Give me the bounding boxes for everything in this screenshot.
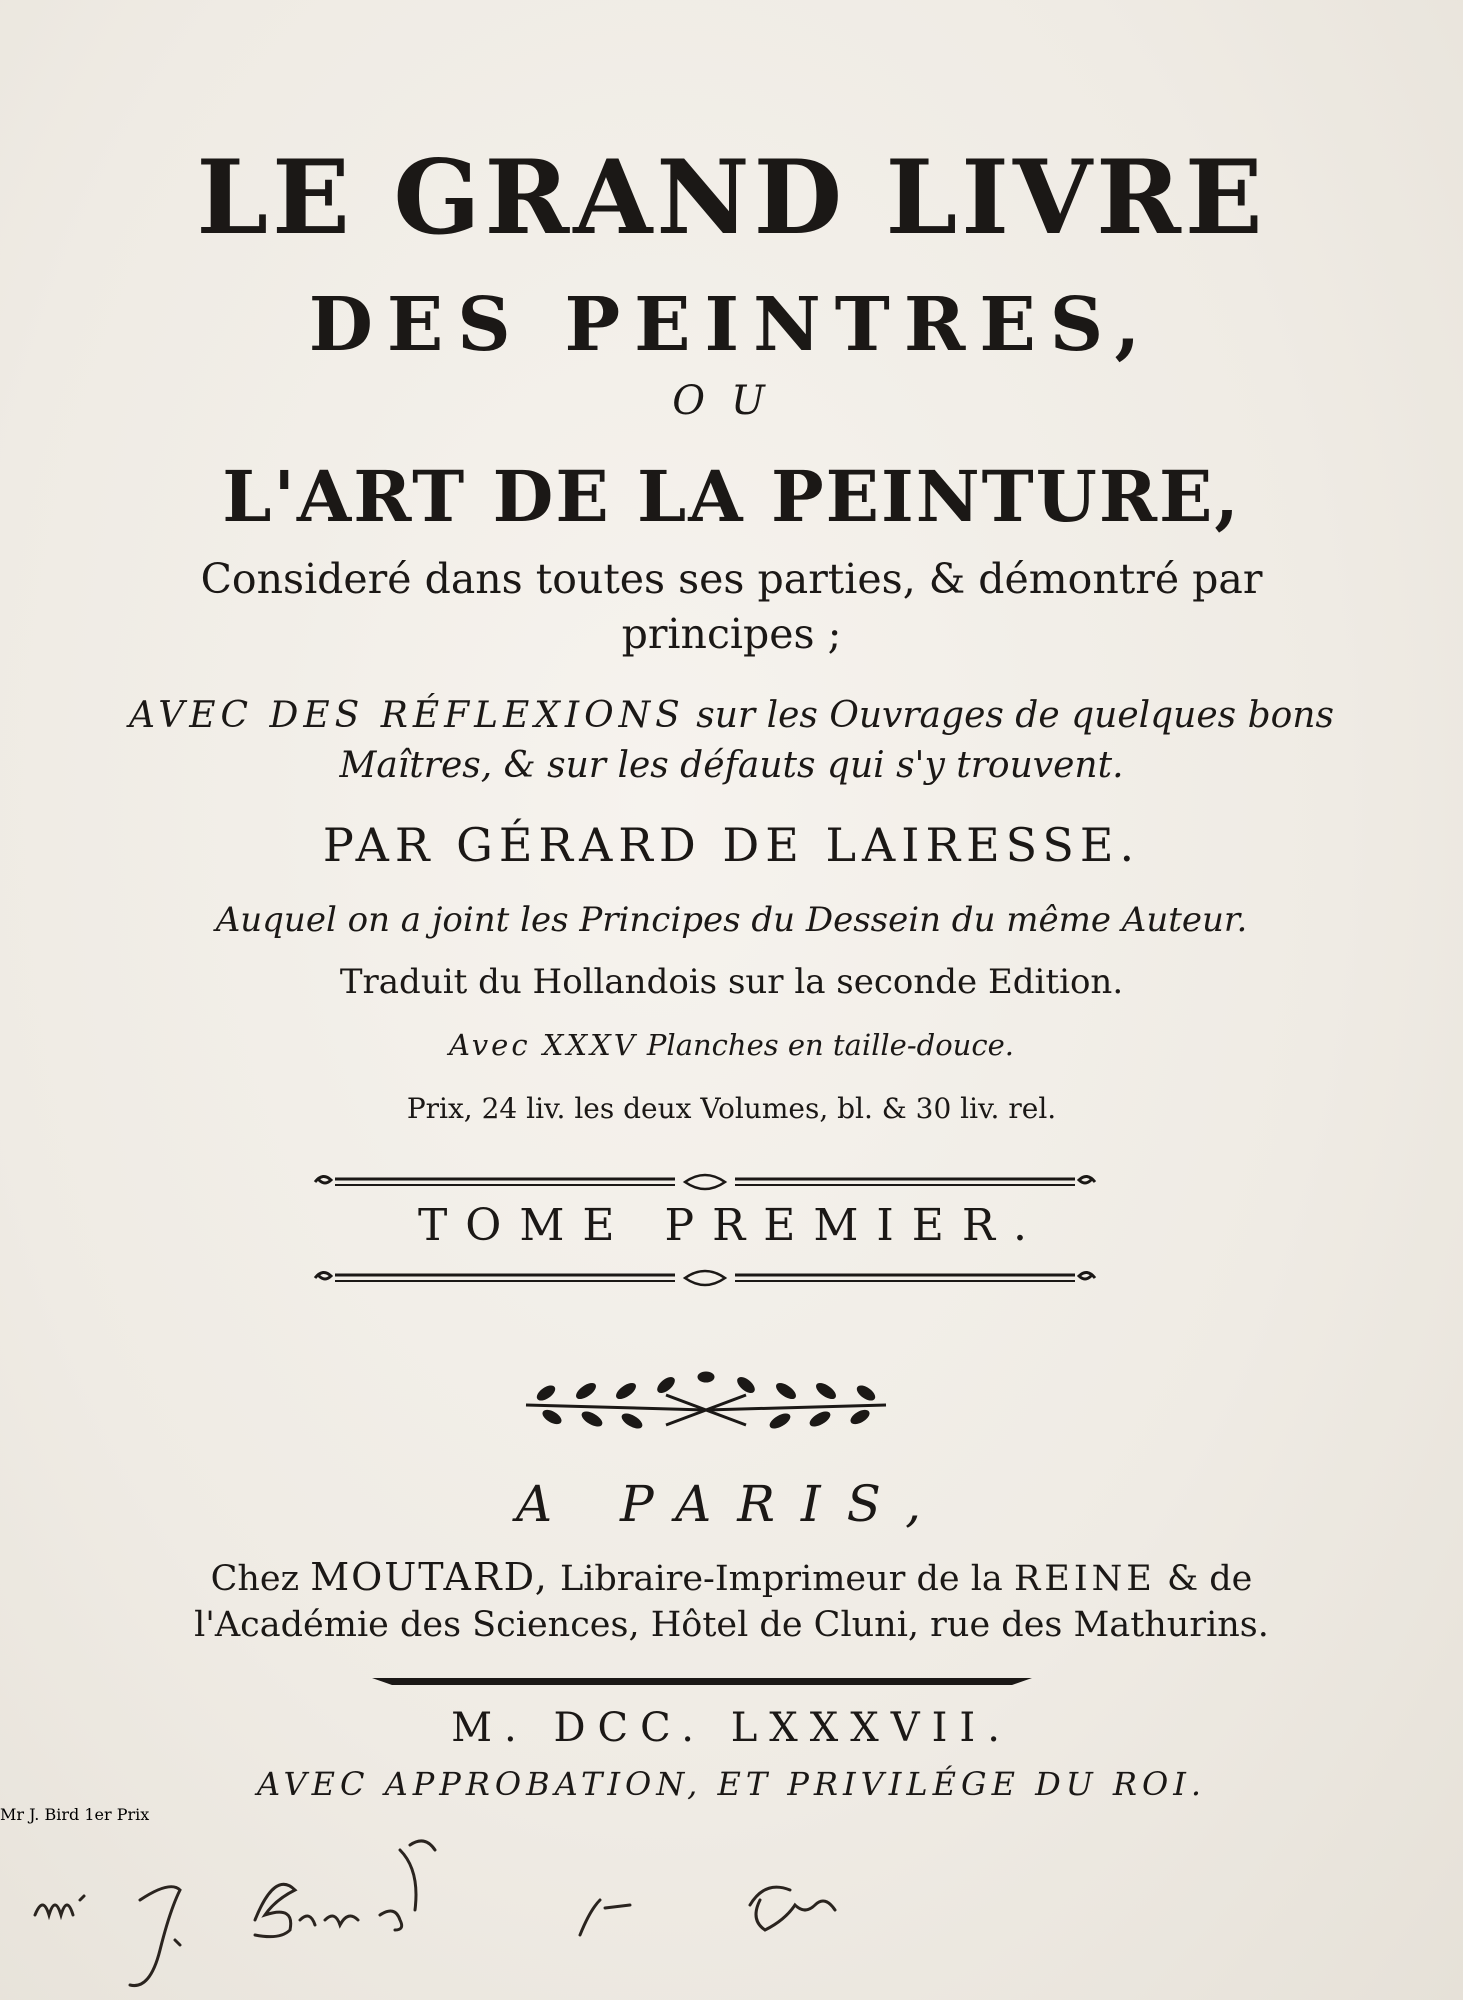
reflexions-line-2: Maîtres, & sur les défauts qui s'y trouvent. — [339, 745, 1124, 786]
subtitle-line-1: Consideré dans toutes ses parties, & démontré par — [200, 555, 1263, 603]
imprint-chez: Chez — [210, 1559, 300, 1599]
handwritten-inscription — [0, 1805, 1463, 2000]
reflexions-rest: sur les Ouvrages de quelques bons — [696, 695, 1334, 736]
title-line-4: L'ART DE LA PEINTURE, — [222, 455, 1241, 538]
reflexions-line-1 — [0, 695, 1463, 736]
reflexions-caps: AVEC DES RÉFLEXIONS — [129, 695, 685, 736]
planches-line — [0, 1028, 1463, 1062]
inscription-text: Mr J. Bird 1er Prix — [0, 1805, 150, 1824]
tome-label: TOME PREMIER. — [417, 1200, 1046, 1251]
planches-rest: Planches en taille-douce. — [646, 1028, 1014, 1062]
title-line-1: LE GRAND LIVRE — [196, 138, 1267, 258]
laurel-ornament-icon — [506, 1355, 906, 1435]
imprint-chez-rest: Libraire-Imprimeur de la — [559, 1559, 1003, 1599]
title-line-3: OU — [672, 378, 791, 424]
approbation-line: AVEC APPROBATION, ET PRIVILÉGE DU ROI. — [256, 1765, 1207, 1803]
imprint-chez-end: & de — [1167, 1559, 1253, 1599]
traduit-line: Traduit du Hollandois sur la seconde Edition. — [339, 962, 1124, 1002]
title-line-2: DES PEINTRES, — [308, 282, 1155, 368]
imprint-date: M. DCC. LXXXVII. — [451, 1705, 1012, 1751]
author-line: PAR GÉRARD DE LAIRESSE. — [322, 818, 1141, 872]
imprint-printer: MOUTARD, — [310, 1555, 549, 1599]
imprint-city: A PARIS, — [516, 1475, 947, 1533]
imprint-line-2: l'Académie des Sciences, Hôtel de Cluni, rue des Mathurins. — [194, 1605, 1269, 1645]
ornamental-rule-bottom — [305, 1263, 1105, 1293]
price-line: Prix, 24 liv. les deux Volumes, bl. & 30 liv. rel. — [406, 1092, 1057, 1125]
joint-line: Auquel on a joint les Principes du Dessein du même Auteur. — [215, 900, 1248, 940]
planches-caps: Avec XXXV — [449, 1028, 638, 1062]
imprint-reine: REINE — [1013, 1559, 1156, 1599]
imprint-line-1 — [0, 1555, 1463, 1599]
ornamental-rule-top — [305, 1167, 1105, 1197]
subtitle-line-2: principes ; — [621, 610, 842, 658]
thick-rule — [372, 1675, 1032, 1687]
